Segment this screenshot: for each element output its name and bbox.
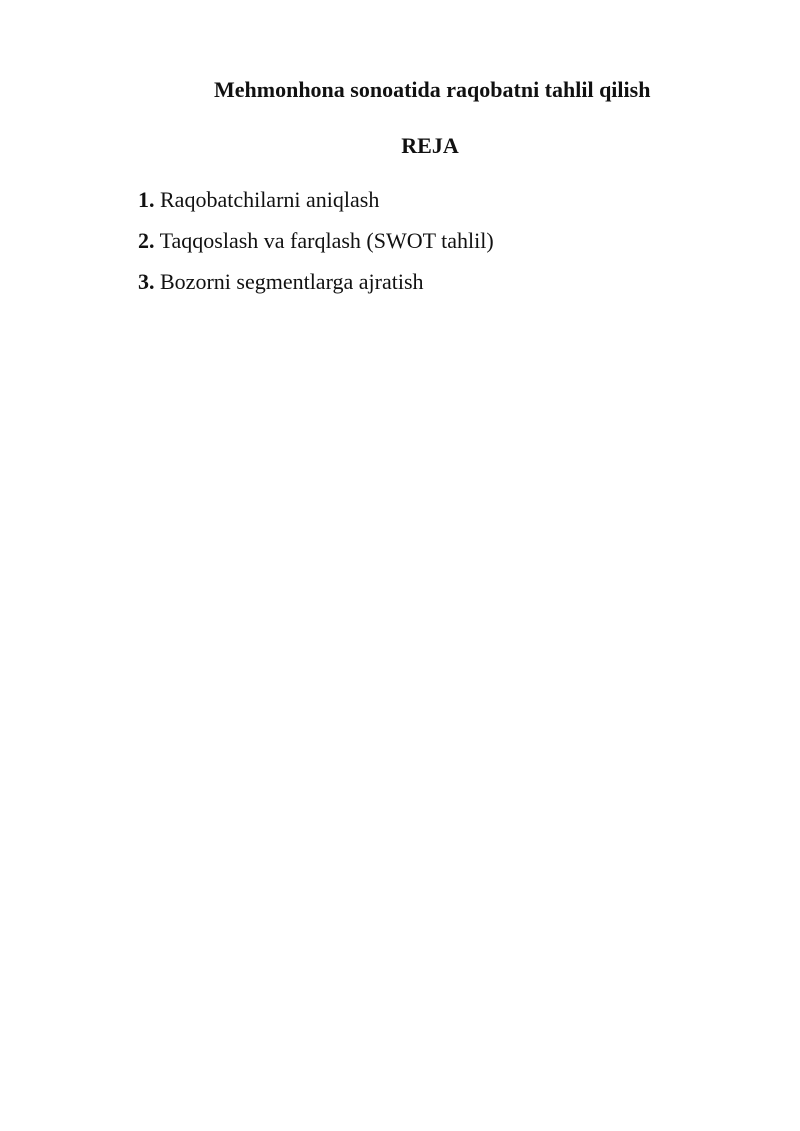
document-title: Mehmonhona sonoatida raqobatni tahlil qilish: [214, 77, 651, 102]
plan-heading: REJA: [401, 133, 459, 158]
plan-item-number: 3.: [138, 269, 155, 294]
plan-item: [138, 227, 494, 255]
plan-item: [138, 186, 494, 214]
plan-item-number: 1.: [138, 187, 155, 212]
plan-item-text: Taqqoslash va farqlash (SWOT tahlil): [159, 228, 494, 253]
plan-item-number: 2.: [138, 228, 155, 253]
plan-list: [138, 186, 494, 309]
plan-item-text: Raqobatchilarni aniqlash: [160, 187, 380, 212]
plan-item: [138, 268, 494, 296]
plan-item-text: Bozorni segmentlarga ajratish: [160, 269, 424, 294]
